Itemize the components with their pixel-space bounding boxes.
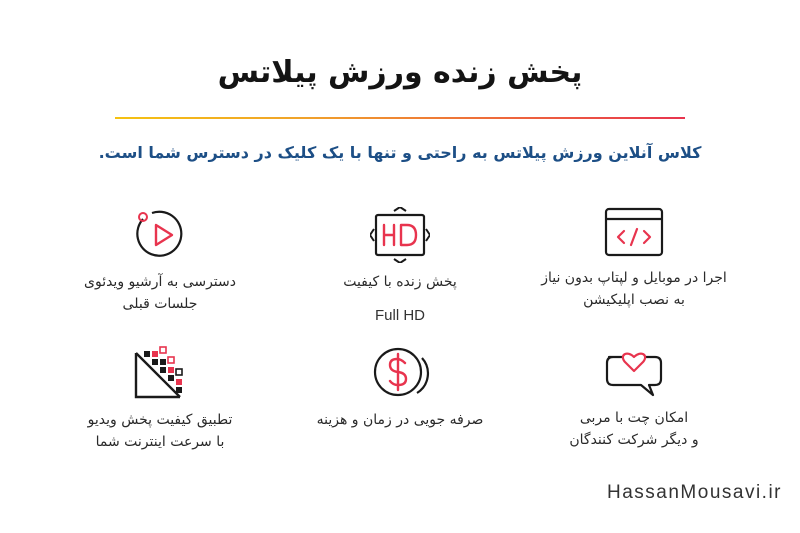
- feature-archive-label: دسترسی به آرشیو ویدئوی جلسات قبلی: [84, 274, 236, 312]
- feature-cost-label: صرفه جویی در زمان و هزینه: [316, 412, 484, 428]
- hd-screen-icon: [370, 207, 430, 263]
- feature-cost: [290, 345, 510, 431]
- feature-hd: [290, 207, 510, 324]
- pixel-quality-icon: [130, 345, 190, 401]
- play-circle-icon: [130, 207, 190, 263]
- code-window-icon: [604, 207, 664, 259]
- gradient-divider: [115, 117, 685, 119]
- feature-mobile-label: اجرا در موبایل و لپتاپ بدون نیاز به نصب اپلیکیشن: [541, 270, 727, 308]
- feature-chat-label: امکان چت با مربی و دیگر شرکت کنندگان: [569, 410, 699, 448]
- feature-mobile: [524, 207, 744, 311]
- heart-chat-icon: [603, 345, 665, 399]
- feature-archive: [50, 207, 270, 315]
- feature-quality: [50, 345, 270, 453]
- dollar-coin-icon: [370, 345, 430, 401]
- page-title: پخش زنده ورزش پیلاتس: [217, 55, 583, 90]
- feature-quality-label: تطبیق کیفیت پخش ویدیو با سرعت اینترنت شما: [87, 412, 233, 450]
- page-subtitle: کلاس آنلاین ورزش پیلاتس به راحتی و تنها با یک کلیک در دسترس شما است.: [98, 143, 702, 162]
- feature-chat: [524, 345, 744, 451]
- feature-hd-label: پخش زنده با کیفیت: [343, 274, 457, 290]
- watermark-text: HassanMousavi.ir: [607, 482, 782, 503]
- feature-hd-extra: Full HD: [374, 307, 425, 324]
